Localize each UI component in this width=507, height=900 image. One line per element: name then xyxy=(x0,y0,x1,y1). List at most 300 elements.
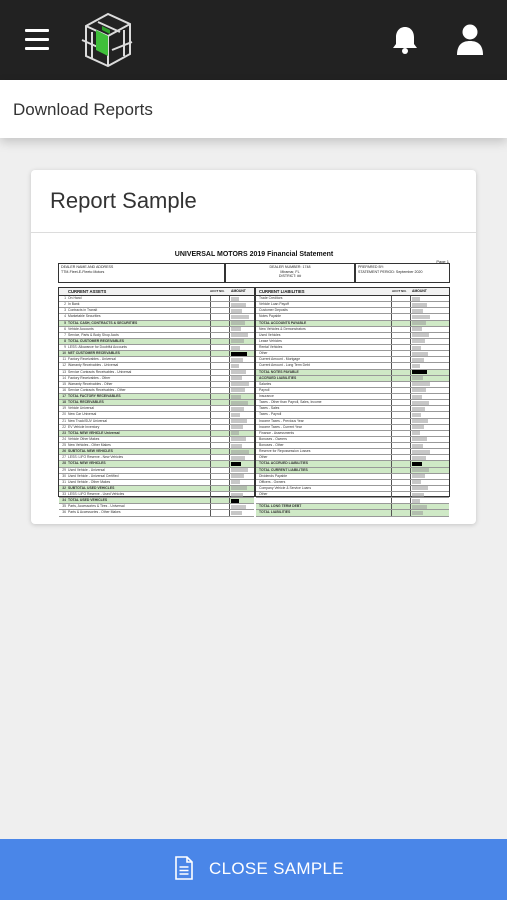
bell-icon[interactable] xyxy=(388,24,422,56)
row-label: TOTAL CASH, CONTRACTS & SECURITIES xyxy=(68,320,138,325)
column-divider xyxy=(229,302,230,307)
amount-cell xyxy=(412,327,422,331)
column-divider xyxy=(229,376,230,381)
amount-cell xyxy=(412,437,427,441)
assets-rows xyxy=(59,296,254,517)
column-divider xyxy=(210,339,211,344)
column-divider xyxy=(410,327,411,332)
column-divider xyxy=(410,351,411,356)
assets-heading: CURRENT ASSETS xyxy=(68,289,107,294)
column-divider xyxy=(210,302,211,307)
dealer-name-block xyxy=(58,263,225,283)
row-number: 28 xyxy=(62,461,66,466)
liabilities-column-head xyxy=(256,288,449,296)
row-label: Warranty Receivables - Universal xyxy=(68,363,119,368)
row-number: 25 xyxy=(62,443,66,447)
column-divider xyxy=(210,443,211,448)
row-label: Other xyxy=(259,351,268,356)
amount-cell xyxy=(412,431,420,435)
row-number: 2 xyxy=(64,302,66,307)
column-divider xyxy=(410,504,411,509)
liabilities-heading: CURRENT LIABILITIES xyxy=(259,289,305,294)
amount-cell xyxy=(231,370,246,374)
column-divider xyxy=(229,327,230,332)
column-divider xyxy=(391,400,392,405)
column-divider xyxy=(391,449,392,454)
row-label: New Vehicles - Other Makes xyxy=(68,443,111,447)
column-divider xyxy=(410,425,411,430)
row-label: Finance - Assessments xyxy=(259,430,295,435)
column-divider xyxy=(391,431,392,436)
column-divider xyxy=(210,363,211,368)
dealer-name-label: DEALER NAME AND ADDRESS xyxy=(61,265,114,269)
amount-cell xyxy=(231,352,247,356)
column-divider xyxy=(210,412,211,417)
amount-cell xyxy=(231,499,239,503)
liabilities-rows xyxy=(256,296,449,517)
subheader xyxy=(0,80,507,138)
row-number: 30 xyxy=(62,473,66,478)
column-divider xyxy=(229,308,230,313)
row-label: In Bank xyxy=(68,302,80,307)
column-divider xyxy=(391,370,392,375)
column-divider xyxy=(229,504,230,509)
column-divider xyxy=(210,327,211,332)
row-label: On Hand xyxy=(68,296,82,300)
row-label: Taxes - Payroll xyxy=(259,412,282,417)
amount-cell xyxy=(412,474,425,478)
column-divider xyxy=(229,406,230,411)
column-divider xyxy=(229,357,230,362)
amount-cell xyxy=(412,456,426,460)
hamburger-menu-icon[interactable] xyxy=(22,26,52,54)
assets-acct-heading: ACCT NO. xyxy=(210,289,225,293)
column-divider xyxy=(410,296,411,301)
document-icon xyxy=(175,856,193,880)
row-label: TOTAL CURRENT LIABILITIES xyxy=(259,467,308,472)
amount-cell xyxy=(231,480,240,484)
column-divider xyxy=(210,492,211,497)
liabilities-column xyxy=(255,287,450,515)
column-divider xyxy=(410,431,411,436)
row-label: TOTAL USED VEHICLES xyxy=(68,498,108,503)
column-divider xyxy=(410,388,411,393)
row-label: Marketable Securities xyxy=(68,314,101,319)
row-number: 4 xyxy=(64,314,66,319)
amount-cell xyxy=(231,297,239,301)
amount-cell xyxy=(231,437,246,441)
amount-cell xyxy=(231,315,249,319)
column-divider xyxy=(391,296,392,301)
column-divider xyxy=(410,492,411,497)
amount-cell xyxy=(412,388,426,392)
column-divider xyxy=(210,455,211,460)
column-divider xyxy=(410,363,411,368)
amount-cell xyxy=(412,376,423,380)
column-divider xyxy=(391,333,392,338)
amount-cell xyxy=(231,493,243,497)
row-label: TOTAL NEW VEHICLES xyxy=(68,461,106,466)
column-divider xyxy=(410,345,411,350)
column-divider xyxy=(410,419,411,424)
row-label: Dividends Payable xyxy=(259,473,288,478)
column-divider xyxy=(229,480,230,485)
column-divider xyxy=(410,357,411,362)
row-label: EV Vehicle Inventory xyxy=(68,424,100,429)
row-number: 24 xyxy=(62,436,66,441)
assets-table-row xyxy=(59,510,254,516)
row-label: Reserve for Repossession Losses xyxy=(259,449,311,454)
column-divider xyxy=(229,339,230,344)
row-label: Used Vehicle - Universal xyxy=(68,467,105,472)
column-divider xyxy=(410,376,411,381)
column-divider xyxy=(410,437,411,442)
column-divider xyxy=(210,504,211,509)
column-divider xyxy=(210,351,211,356)
column-divider xyxy=(210,425,211,430)
column-divider xyxy=(410,486,411,491)
prepared-by-label: PREPARED BY: xyxy=(358,265,385,269)
row-label: TOTAL LONG TERM DEBT xyxy=(259,504,302,509)
amount-cell xyxy=(231,505,246,509)
amount-cell xyxy=(412,413,421,417)
card-header xyxy=(31,170,476,233)
amount-cell xyxy=(231,382,249,386)
amount-cell xyxy=(231,407,244,411)
row-number: 36 xyxy=(62,510,66,515)
column-divider xyxy=(391,406,392,411)
column-divider xyxy=(210,376,211,381)
close-sample-button[interactable] xyxy=(0,839,507,900)
row-label: Factory Receivables - Universal xyxy=(68,357,116,362)
column-divider xyxy=(210,333,211,338)
column-divider xyxy=(210,468,211,473)
amount-cell xyxy=(231,474,244,478)
column-divider xyxy=(210,345,211,350)
row-label: Income Taxes - Current Year xyxy=(259,424,302,429)
row-label: Lease Vehicles xyxy=(259,338,282,343)
amount-cell xyxy=(231,419,247,423)
column-divider xyxy=(410,498,411,503)
row-label: Trade Creditors xyxy=(259,296,283,300)
column-divider xyxy=(210,510,211,515)
row-number: 26 xyxy=(62,449,66,454)
amount-cell xyxy=(412,315,430,319)
statement-period: STATEMENT PERIOD: September 2020 xyxy=(358,269,423,274)
column-divider xyxy=(210,480,211,485)
row-label: Taxes - Sales xyxy=(259,406,280,411)
column-divider xyxy=(410,302,411,307)
row-number: 1 xyxy=(64,296,66,300)
column-divider xyxy=(410,510,411,515)
amount-cell xyxy=(231,444,242,448)
user-icon[interactable] xyxy=(452,22,488,56)
row-number: 7 xyxy=(64,332,66,337)
column-divider xyxy=(410,443,411,448)
cube-logo-icon[interactable] xyxy=(78,10,134,70)
row-number: 32 xyxy=(62,485,66,490)
report-page-label: Page 1 xyxy=(436,259,449,264)
column-divider xyxy=(410,370,411,375)
column-divider xyxy=(410,339,411,344)
column-divider xyxy=(210,321,211,326)
row-label: Income Taxes - Previous Year xyxy=(259,418,304,423)
column-divider xyxy=(229,394,230,399)
row-number: 3 xyxy=(64,308,66,313)
column-divider xyxy=(391,480,392,485)
row-number: 18 xyxy=(62,400,66,405)
row-label: Vehicle Loan Payoff xyxy=(259,302,289,307)
column-divider xyxy=(410,461,411,466)
row-label: Officers - Owners xyxy=(259,479,286,484)
column-divider xyxy=(229,431,230,436)
row-label: ACCRUED LIABILITIES xyxy=(259,375,297,380)
column-divider xyxy=(410,394,411,399)
assets-column-head xyxy=(59,288,254,296)
row-label: Parts & Accessories - Other Makes xyxy=(68,510,121,515)
column-divider xyxy=(410,412,411,417)
row-number: 35 xyxy=(62,504,66,509)
row-label: Vehicle Accounts xyxy=(68,326,94,331)
column-divider xyxy=(229,296,230,301)
column-divider xyxy=(210,394,211,399)
report-sample-image xyxy=(56,250,452,515)
column-divider xyxy=(210,431,211,436)
amount-cell xyxy=(412,462,422,466)
column-divider xyxy=(391,498,392,503)
row-number: 20 xyxy=(62,412,66,417)
column-divider xyxy=(210,357,211,362)
row-number: 29 xyxy=(62,467,66,472)
row-number: 33 xyxy=(62,492,66,496)
row-number: 13 xyxy=(62,369,66,374)
liabilities-amount-heading: AMOUNT xyxy=(412,289,427,293)
column-divider xyxy=(410,400,411,405)
row-label: Customer Deposits xyxy=(259,308,288,313)
dealer-district: DISTRICT: ## xyxy=(278,274,302,278)
column-divider xyxy=(229,345,230,350)
column-divider xyxy=(410,321,411,326)
liabilities-acct-heading: ACCT NO. xyxy=(392,289,407,293)
column-divider xyxy=(391,425,392,430)
row-label: Warranty Receivables - Other xyxy=(68,381,113,386)
column-divider xyxy=(391,314,392,319)
dealer-location: Miramar, FL xyxy=(280,269,300,274)
column-divider xyxy=(229,474,230,479)
row-number: 15 xyxy=(62,381,66,386)
column-divider xyxy=(210,474,211,479)
app-bar xyxy=(0,0,507,80)
column-divider xyxy=(229,400,230,405)
row-number: 10 xyxy=(62,351,66,356)
column-divider xyxy=(229,333,230,338)
amount-cell xyxy=(412,352,428,356)
amount-cell xyxy=(412,425,424,429)
row-label: Bonuses - Owners xyxy=(259,436,287,441)
column-divider xyxy=(229,382,230,387)
amount-cell xyxy=(412,444,423,448)
close-sample-label: CLOSE SAMPLE xyxy=(209,859,344,878)
column-divider xyxy=(391,339,392,344)
row-label: TOTAL CUSTOMER RECEIVABLES xyxy=(68,338,125,343)
row-number: 22 xyxy=(62,424,66,429)
amount-cell xyxy=(412,499,420,503)
row-label: Factory Receivables - Other xyxy=(68,375,111,380)
row-label: Contracts in Transit xyxy=(68,308,98,313)
row-label: Insurance xyxy=(259,394,274,398)
column-divider xyxy=(410,480,411,485)
amount-cell xyxy=(231,346,240,350)
row-label: TOTAL ACCRUED LIABILITIES xyxy=(259,461,309,466)
row-number: 23 xyxy=(62,430,66,435)
column-divider xyxy=(391,492,392,497)
column-divider xyxy=(410,314,411,319)
column-divider xyxy=(391,308,392,313)
amount-cell xyxy=(231,303,246,307)
column-divider xyxy=(229,510,230,515)
amount-cell xyxy=(231,376,242,380)
amount-cell xyxy=(412,493,424,497)
amount-cell xyxy=(231,413,240,417)
row-number: 31 xyxy=(62,479,66,484)
assets-column xyxy=(58,287,255,515)
row-label: Vehicle Other Makes xyxy=(68,436,100,441)
report-sample-card xyxy=(31,170,476,524)
amount-cell xyxy=(412,339,425,343)
amount-cell xyxy=(412,297,420,301)
row-label: TOTAL LIABILITIES xyxy=(259,510,291,515)
column-divider xyxy=(391,419,392,424)
row-number: 19 xyxy=(62,406,66,411)
row-label: SUBTOTAL NEW VEHICLES xyxy=(68,449,113,454)
row-number: 8 xyxy=(64,338,66,343)
column-divider xyxy=(391,345,392,350)
column-divider xyxy=(391,468,392,473)
column-divider xyxy=(391,443,392,448)
amount-cell xyxy=(231,450,249,454)
amount-cell xyxy=(231,309,242,313)
row-label: Parts, Accessories & Tires - Universal xyxy=(68,504,125,509)
column-divider xyxy=(391,302,392,307)
column-divider xyxy=(210,370,211,375)
column-divider xyxy=(210,486,211,491)
amount-cell xyxy=(231,321,245,325)
row-number: 5 xyxy=(64,320,66,325)
amount-cell xyxy=(231,425,243,429)
column-divider xyxy=(391,412,392,417)
column-divider xyxy=(391,504,392,509)
column-divider xyxy=(210,296,211,301)
row-label: Bonuses - Other xyxy=(259,443,284,447)
column-divider xyxy=(210,388,211,393)
prepared-by-block xyxy=(355,263,450,283)
column-divider xyxy=(410,406,411,411)
amount-cell xyxy=(412,419,428,423)
amount-cell xyxy=(412,370,427,374)
column-divider xyxy=(210,308,211,313)
column-divider xyxy=(391,388,392,393)
column-divider xyxy=(229,437,230,442)
dealer-number: DEALER NUMBER: 1748 xyxy=(269,265,311,269)
column-divider xyxy=(210,419,211,424)
row-label: TOTAL ACCOUNTS PAYABLE xyxy=(259,320,307,325)
column-divider xyxy=(410,455,411,460)
column-divider xyxy=(391,455,392,460)
row-number: 11 xyxy=(62,357,66,362)
column-divider xyxy=(210,382,211,387)
column-divider xyxy=(229,449,230,454)
column-divider xyxy=(229,461,230,466)
dealer-name-value: TTM-Fleet-E-Fleeto Motors xyxy=(61,269,105,274)
row-label: Other xyxy=(259,492,268,496)
column-divider xyxy=(391,382,392,387)
amount-cell xyxy=(231,333,248,337)
amount-cell xyxy=(231,358,243,362)
amount-cell xyxy=(412,511,423,515)
row-number: 34 xyxy=(62,498,66,503)
amount-cell xyxy=(231,456,245,460)
column-divider xyxy=(391,321,392,326)
column-divider xyxy=(391,327,392,332)
amount-cell xyxy=(231,468,248,472)
column-divider xyxy=(229,388,230,393)
amount-cell xyxy=(412,468,429,472)
row-label: Service, Parts & Body Shop Accts xyxy=(68,332,119,337)
row-label: Current Amount - Mortgage xyxy=(259,357,301,362)
row-label: Payroll xyxy=(259,387,270,392)
amount-cell xyxy=(231,462,241,466)
amount-cell xyxy=(412,407,425,411)
row-label: LESS: LIFO Reserve - Used Vehicles xyxy=(68,492,125,496)
column-divider xyxy=(391,394,392,399)
column-divider xyxy=(391,351,392,356)
column-divider xyxy=(210,449,211,454)
column-divider xyxy=(410,308,411,313)
row-label: Notes Payable xyxy=(259,314,282,319)
row-label: TOTAL NEW VEHICLE Universal xyxy=(68,430,120,435)
column-divider xyxy=(410,382,411,387)
row-label: Used Vehicle - Universal Certified xyxy=(68,473,119,478)
column-divider xyxy=(391,486,392,491)
amount-cell xyxy=(231,339,244,343)
row-label: New Truck/SUV Universal xyxy=(68,418,108,423)
column-divider xyxy=(229,419,230,424)
column-divider xyxy=(229,455,230,460)
column-divider xyxy=(229,498,230,503)
column-divider xyxy=(391,474,392,479)
column-divider xyxy=(210,400,211,405)
amount-cell xyxy=(412,303,427,307)
column-divider xyxy=(229,363,230,368)
column-divider xyxy=(410,468,411,473)
amount-cell xyxy=(412,346,421,350)
column-divider xyxy=(229,412,230,417)
amount-cell xyxy=(412,450,430,454)
row-number: 6 xyxy=(64,326,66,331)
row-label: New Car Universal xyxy=(68,412,97,417)
column-divider xyxy=(210,498,211,503)
column-divider xyxy=(210,437,211,442)
row-label: SUBTOTAL USED VEHICLES xyxy=(68,485,115,490)
amount-cell xyxy=(412,395,422,399)
column-divider xyxy=(391,461,392,466)
report-columns xyxy=(58,287,450,515)
column-divider xyxy=(391,376,392,381)
page-title: Download Reports xyxy=(13,100,153,119)
row-label: TOTAL RECEIVABLES xyxy=(68,400,104,405)
amount-cell xyxy=(412,505,427,509)
amount-cell xyxy=(231,486,247,490)
